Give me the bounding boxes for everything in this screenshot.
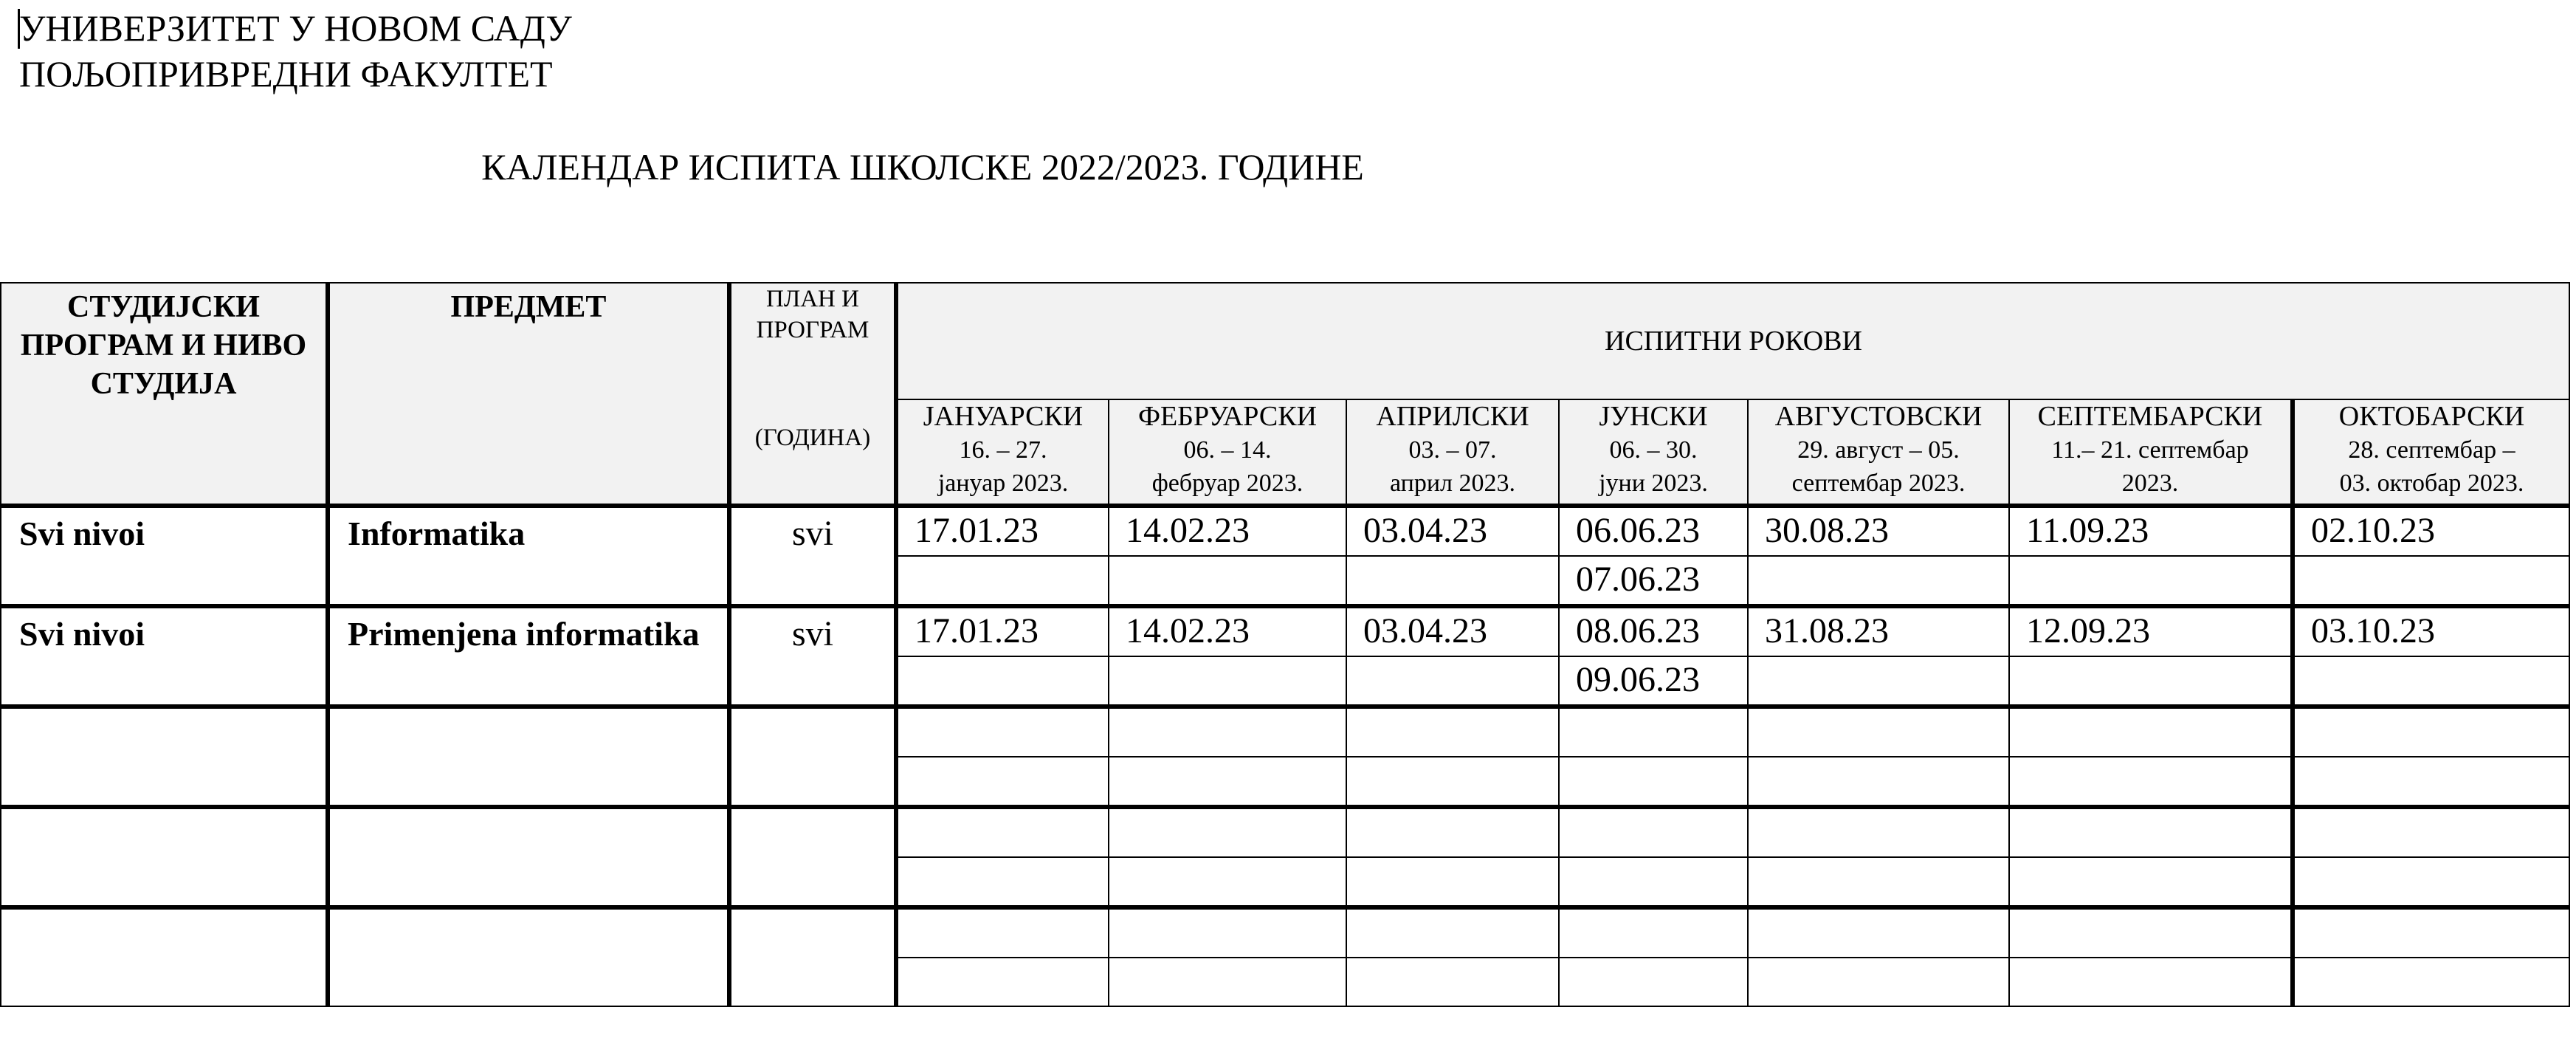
month-name: ОКТОБАРСКИ — [2338, 401, 2525, 432]
subject-header: ПРЕДМЕТ — [328, 283, 729, 506]
date-cell: 09.06.23 — [1559, 656, 1748, 707]
empty-cell — [1748, 857, 2009, 907]
month-range: 06. – 14. — [1183, 436, 1272, 464]
table-row — [1, 506, 2569, 556]
empty-cell — [1, 907, 328, 1006]
date-cell — [896, 556, 1109, 606]
empty-cell — [1559, 857, 1748, 907]
empty-cell — [1559, 757, 1748, 807]
empty-cell — [328, 707, 729, 807]
table-row — [1, 807, 2569, 857]
date-cell: 11.09.23 — [2009, 506, 2293, 556]
faculty-name: ПОЉОПРИВРЕДНИ ФАКУЛТЕТ — [19, 53, 553, 95]
month-header-june — [1559, 399, 1748, 506]
empty-cell — [896, 958, 1109, 1006]
date-cell — [2293, 656, 2569, 707]
empty-cell — [2293, 807, 2569, 857]
plan-cell: svi — [729, 506, 896, 606]
empty-cell — [1109, 857, 1346, 907]
empty-cell — [1109, 757, 1346, 807]
program-header: СТУДИЈСКИ ПРОГРАМ И НИВО СТУДИЈА — [1, 283, 328, 506]
empty-cell — [2293, 857, 2569, 907]
empty-cell — [2009, 907, 2293, 958]
date-cell — [2009, 656, 2293, 707]
empty-cell — [1346, 907, 1559, 958]
empty-cell — [2293, 757, 2569, 807]
plan-cell: svi — [729, 606, 896, 707]
month-range: 03. октобар 2023. — [2339, 470, 2524, 497]
empty-cell — [896, 707, 1109, 757]
date-cell: 03.04.23 — [1346, 506, 1559, 556]
empty-cell — [2293, 707, 2569, 757]
empty-cell — [1748, 958, 2009, 1006]
empty-cell — [1748, 707, 2009, 757]
plan-header-top: ПЛАН И ПРОГРАМ — [756, 286, 869, 343]
month-range: 29. август – 05. — [1797, 436, 1960, 464]
month-range: 16. – 27. — [959, 436, 1047, 464]
empty-cell — [896, 807, 1109, 857]
month-name: ЈАНУАРСКИ — [923, 401, 1084, 432]
month-name: АПРИЛСКИ — [1376, 401, 1529, 432]
date-cell: 08.06.23 — [1559, 606, 1748, 656]
empty-cell — [2293, 907, 2569, 958]
table-row — [1, 606, 2569, 656]
empty-cell — [1346, 707, 1559, 757]
empty-cell — [328, 807, 729, 907]
month-range: 03. – 07. — [1408, 436, 1497, 464]
empty-cell — [2009, 707, 2293, 757]
date-cell — [896, 656, 1109, 707]
date-cell: 17.01.23 — [896, 506, 1109, 556]
empty-cell — [2009, 958, 2293, 1006]
date-cell — [1109, 656, 1346, 707]
empty-cell — [1, 807, 328, 907]
empty-cell — [1748, 907, 2009, 958]
date-cell: 14.02.23 — [1109, 506, 1346, 556]
document-title: КАЛЕНДАР ИСПИТА ШКОЛСКЕ 2022/2023. ГОДИНЕ — [481, 146, 1364, 188]
month-range: 11.– 21. септембар — [2051, 436, 2249, 464]
empty-cell — [1748, 757, 2009, 807]
subject-cell: Informatika — [328, 506, 729, 606]
date-cell — [1346, 556, 1559, 606]
empty-cell — [896, 757, 1109, 807]
date-cell: 12.09.23 — [2009, 606, 2293, 656]
date-cell: 03.04.23 — [1346, 606, 1559, 656]
empty-cell — [1346, 757, 1559, 807]
date-cell — [1748, 556, 2009, 606]
date-cell — [1346, 656, 1559, 707]
month-header-april — [1346, 399, 1559, 506]
month-range: фебруар 2023. — [1151, 470, 1304, 497]
date-cell: 06.06.23 — [1559, 506, 1748, 556]
month-header-august — [1748, 399, 2009, 506]
date-cell — [2009, 556, 2293, 606]
university-name: УНИВЕРЗИТЕТ У НОВОМ САДУ — [19, 7, 572, 49]
date-cell — [1109, 556, 1346, 606]
empty-cell — [2009, 757, 2293, 807]
empty-cell — [2009, 857, 2293, 907]
empty-cell — [1748, 807, 2009, 857]
month-name: АВГУСТОВСКИ — [1774, 401, 1983, 432]
date-cell: 30.08.23 — [1748, 506, 2009, 556]
empty-cell — [729, 707, 896, 807]
date-cell: 31.08.23 — [1748, 606, 2009, 656]
empty-cell — [1559, 958, 1748, 1006]
table-row — [1, 707, 2569, 757]
month-name: СЕПТЕМБАРСКИ — [2037, 401, 2263, 432]
date-cell: 07.06.23 — [1559, 556, 1748, 606]
month-name: ЈУНСКИ — [1599, 401, 1708, 432]
month-range: септембар 2023. — [1791, 470, 1966, 497]
month-range: 2023. — [2121, 470, 2179, 497]
month-range: 28. септембар – — [2348, 436, 2515, 464]
month-range: јуни 2023. — [1599, 470, 1708, 497]
empty-cell — [1559, 907, 1748, 958]
date-cell: 02.10.23 — [2293, 506, 2569, 556]
empty-cell — [1, 707, 328, 807]
empty-cell — [2293, 958, 2569, 1006]
month-header-october — [2293, 399, 2569, 506]
empty-cell — [1346, 857, 1559, 907]
empty-cell — [328, 907, 729, 1006]
date-cell: 14.02.23 — [1109, 606, 1346, 656]
date-cell: 03.10.23 — [2293, 606, 2569, 656]
date-cell — [1748, 656, 2009, 707]
program-cell: Svi nivoi — [1, 506, 328, 606]
empty-cell — [1559, 807, 1748, 857]
empty-cell — [1109, 707, 1346, 757]
month-range: 06. – 30. — [1609, 436, 1698, 464]
empty-cell — [729, 807, 896, 907]
plan-header-bottom: (ГОДИНА) — [754, 425, 871, 451]
month-range: јануар 2023. — [937, 470, 1069, 497]
month-range: април 2023. — [1390, 470, 1515, 497]
empty-cell — [1346, 807, 1559, 857]
empty-cell — [1109, 907, 1346, 958]
plan-header — [729, 283, 896, 506]
exam-periods-header: ИСПИТНИ РОКОВИ — [896, 283, 2569, 399]
empty-cell — [896, 857, 1109, 907]
empty-cell — [1109, 958, 1346, 1006]
subject-cell: Primenjena informatika — [328, 606, 729, 707]
exam-calendar-table — [0, 282, 2570, 1007]
empty-cell — [1559, 707, 1748, 757]
date-cell — [2293, 556, 2569, 606]
empty-cell — [2009, 807, 2293, 857]
empty-cell — [1346, 958, 1559, 1006]
table-row — [1, 907, 2569, 958]
month-header-february — [1109, 399, 1346, 506]
empty-cell — [896, 907, 1109, 958]
month-name: ФЕБРУАРСКИ — [1137, 401, 1318, 432]
month-header-september — [2009, 399, 2293, 506]
empty-cell — [1109, 807, 1346, 857]
month-header-january — [896, 399, 1109, 506]
date-cell: 17.01.23 — [896, 606, 1109, 656]
program-cell: Svi nivoi — [1, 606, 328, 707]
empty-cell — [729, 907, 896, 1006]
